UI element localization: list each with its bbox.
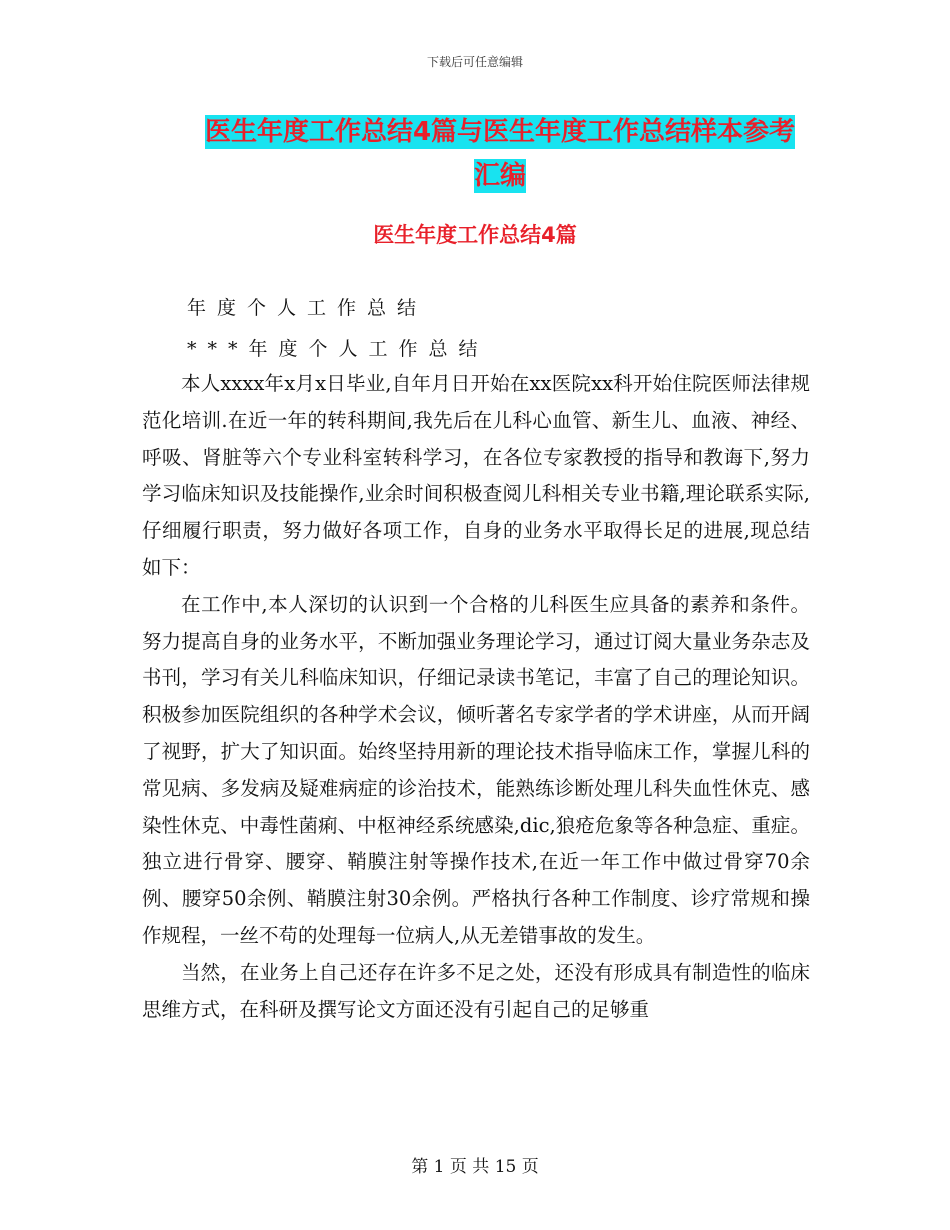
page-header-note: 下载后可任意编辑 (426, 55, 523, 69)
title-line-2: 汇编 (473, 161, 526, 191)
document-body (142, 366, 810, 1028)
page-number-footer: 第 1 页 共 15 页 (411, 1157, 539, 1177)
heading-annual-summary-starred: ***年度个人工作总结 (187, 338, 489, 360)
paragraph-2: 在工作中,本人深切的认识到一个合格的儿科医生应具备的素养和条件。努力提高自身的业务水平，不断加强业务理论学习，通过订阅大量业务杂志及书刊，学习有关儿科临床知识，仔细记录读书笔记，丰富了自己的理论知识。积极参加医院组织的各种学术会议，倾听著名专家学者的学术讲座，从而开阔了视野，扩大了知识面。始终坚持用新的理论技术指导临床工作，掌握儿科的常见病、多发病及疑难病症的诊治技术，能熟练诊断处理儿科失血性休克、感染性休克、中毒性菌痢、中枢神经系统感染,dic,狼疮危象等各种急症、重症。独立进行骨穿、腰穿、鞘膜注射等操作技术,在近一年工作中做过骨穿70余例、腰穿50余例、鞘膜注射30余例。严格执行各种工作制度、诊疗常规和操作规程，一丝不苟的处理每一位病人,从无差错事故的发生。 (142, 592, 810, 947)
document-title (150, 110, 850, 198)
title-line-1: 医生年度工作总结4篇与医生年度工作总结样本参考 (204, 117, 796, 147)
section-subtitle: 医生年度工作总结4篇 (373, 223, 577, 247)
paragraph-3: 当然，在业务上自己还存在许多不足之处，还没有形成具有制造性的临床思维方式，在科研及撰写论文方面还没有引起自己的足够重 (142, 960, 810, 1021)
paragraph-1: 本人xxxx年x月x日毕业,自年月日开始在xx医院xx科开始住院医师法律规范化培训.在近一年的转科期间,我先后在儿科心血管、新生儿、血液、神经、呼吸、肾脏等六个专业科室转科学习，在各位专家教授的指导和教诲下,努力学习临床知识及技能操作,业余时间积极查阅儿科相关专业书籍,理论联系实际,仔细履行职责，努力做好各项工作，自身的业务水平取得长足的进展,现总结如下： (142, 372, 810, 579)
heading-annual-summary: 年度个人工作总结 (187, 297, 428, 319)
